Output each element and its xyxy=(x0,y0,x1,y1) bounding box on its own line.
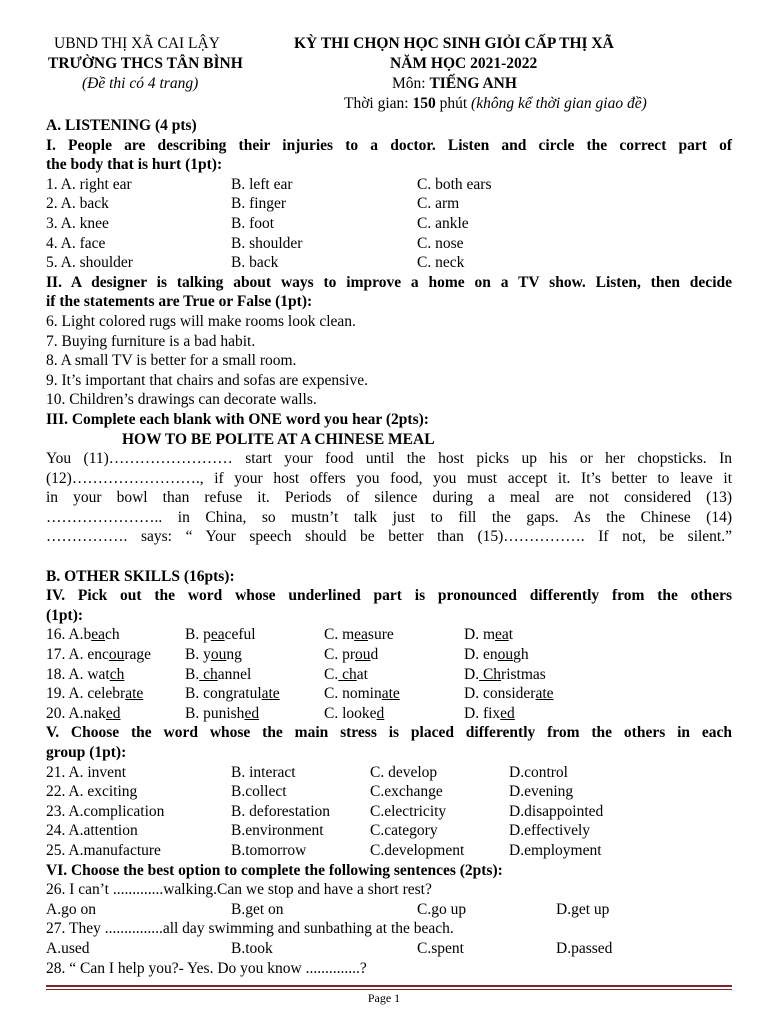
question-row: 25. A.manufacture B.tomorrow C.development D.employment xyxy=(46,841,602,859)
part-6-title: VI. Choose the best option to complete the following sentences (2pts): xyxy=(46,861,503,879)
part-3-title: III. Complete each blank with ONE word you hear (2pts): xyxy=(46,410,429,428)
passage-line: You (11)…………………… start your food until the host picks up his or her chopsticks. In xyxy=(46,450,732,468)
question-row: A.go on B.get on C.go up D.get up xyxy=(46,900,610,918)
question-row xyxy=(46,704,732,724)
statement: 8. A small TV is better for a small room. xyxy=(46,352,297,370)
subject-line: Môn: TIẾNG ANH xyxy=(392,75,517,92)
part-5-title: V. Choose the word whose the main stress is placed differently from the others in each xyxy=(46,724,732,742)
option-a: 16. A.beach xyxy=(46,626,120,644)
option-a: 19. A. celebrate xyxy=(46,685,144,703)
question-28: 28. “ Can I help you?- Yes. Do you know ..............? xyxy=(46,959,367,977)
footer-divider xyxy=(46,985,732,987)
option-d: D. considerate xyxy=(464,685,554,703)
option-c: C. measure xyxy=(324,626,394,644)
district-name: UBND THỊ XÃ CAI LẬY xyxy=(54,35,220,52)
part-1-title-cont: the body that is hurt (1pt): xyxy=(46,156,223,174)
exam-title: KỲ THI CHỌN HỌC SINH GIỎI CẤP THỊ XÃ xyxy=(294,35,614,52)
question-row: A.used B.took C.spent D.passed xyxy=(46,939,613,957)
school-name: TRƯỜNG THCS TÂN BÌNH xyxy=(48,55,243,72)
option-c: C. looked xyxy=(324,704,385,722)
page-number: Page 1 xyxy=(367,991,401,1005)
option-d: D. meat xyxy=(464,626,514,644)
passage-heading: HOW TO BE POLITE AT A CHINESE MEAL xyxy=(122,430,435,448)
part-5-title-cont: group (1pt): xyxy=(46,744,127,761)
option-b: B. punished xyxy=(185,704,260,722)
passage-line: (12)……………………., if your host offers you food, you must accept it. It’s better to leave it xyxy=(46,469,732,487)
statement: 7. Buying furniture is a bad habit. xyxy=(46,332,256,350)
spacer xyxy=(46,547,732,567)
question-row: 2. A. back B. finger C. arm xyxy=(46,195,460,213)
option-a: 17. A. encourage xyxy=(46,646,152,664)
time-line: Thời gian: 150 phút (không kể thời gian giao đề) xyxy=(344,95,647,112)
question-row: 23. A.complication B. deforestation C.electricity D.disappointed xyxy=(46,802,604,820)
question-row xyxy=(46,645,732,665)
question-row: 21. A. invent B. interact C. develop D.control xyxy=(46,763,568,781)
option-b: B. channel xyxy=(185,665,252,683)
option-d: D. fixed xyxy=(464,704,515,722)
option-a: 18. A. watch xyxy=(46,665,125,683)
exam-header xyxy=(46,34,732,116)
question-row xyxy=(46,684,732,704)
statement: 9. It’s important that chairs and sofas are expensive. xyxy=(46,371,368,389)
question-row: 5. A. shoulder B. back C. neck xyxy=(46,254,465,272)
passage-line: ………………….. in China, so mustn’t talk just to fill the gaps. As the Chinese (14) xyxy=(46,508,732,526)
exam-page xyxy=(46,34,732,978)
part-4-title-cont: (1pt): xyxy=(46,606,84,624)
part-4-title: IV. Pick out the word whose underlined part is pronounced differently from the others xyxy=(46,587,732,605)
part-2-title-cont: if the statements are True or False (1pt): xyxy=(46,293,313,311)
section-b-title: B. OTHER SKILLS (16pts): xyxy=(46,567,235,585)
section-a-title: A. LISTENING (4 pts) xyxy=(46,117,197,134)
question-row: 24. A.attention B.environment C.category D.effectively xyxy=(46,822,591,840)
question-row: 3. A. knee B. foot C. ankle xyxy=(46,214,469,232)
page-count-note: (Đề thi có 4 trang) xyxy=(82,75,199,92)
option-c: C. proud xyxy=(324,646,379,664)
part-1-title: I. People are describing their injuries to a doctor. Listen and circle the correct part of xyxy=(46,136,732,154)
option-b: B. young xyxy=(185,646,242,664)
option-a: 20. A.naked xyxy=(46,704,121,722)
option-d: D. enough xyxy=(464,646,529,664)
school-year: NĂM HỌC 2021-2022 xyxy=(390,55,538,72)
footer-divider-thin xyxy=(46,989,732,990)
question-row: 22. A. exciting B.collect C.exchange D.evening xyxy=(46,783,574,801)
question-row xyxy=(46,665,732,685)
passage-line: in your bowl than refuse it. Periods of silence during a meal are not considered (13) xyxy=(46,489,732,507)
exam-body xyxy=(46,116,732,978)
passage-line: ……………. says: “ Your speech should be better than (15)……………. If not, be silent.” xyxy=(46,528,732,546)
option-c: C. chat xyxy=(324,665,368,683)
question-row xyxy=(46,625,732,645)
part-2-title: II. A designer is talking about ways to improve a home on a TV show. Listen, then decide xyxy=(46,273,732,291)
question-row: 4. A. face B. shoulder C. nose xyxy=(46,234,464,252)
option-b: B. peaceful xyxy=(185,626,256,644)
option-c: C. nominate xyxy=(324,685,400,703)
option-b: B. congratulate xyxy=(185,685,280,703)
statement: 10. Children’s drawings can decorate walls. xyxy=(46,391,317,409)
question-27: 27. They ...............all day swimming and sunbathing at the beach. xyxy=(46,920,454,938)
statement: 6. Light colored rugs will make rooms look clean. xyxy=(46,312,356,330)
option-d: D. Christmas xyxy=(464,665,546,683)
question-row: 1. A. right ear B. left ear C. both ears xyxy=(46,175,492,193)
question-26: 26. I can’t .............walking.Can we stop and have a short rest? xyxy=(46,881,432,899)
subject-name: TIẾNG ANH xyxy=(429,75,517,92)
